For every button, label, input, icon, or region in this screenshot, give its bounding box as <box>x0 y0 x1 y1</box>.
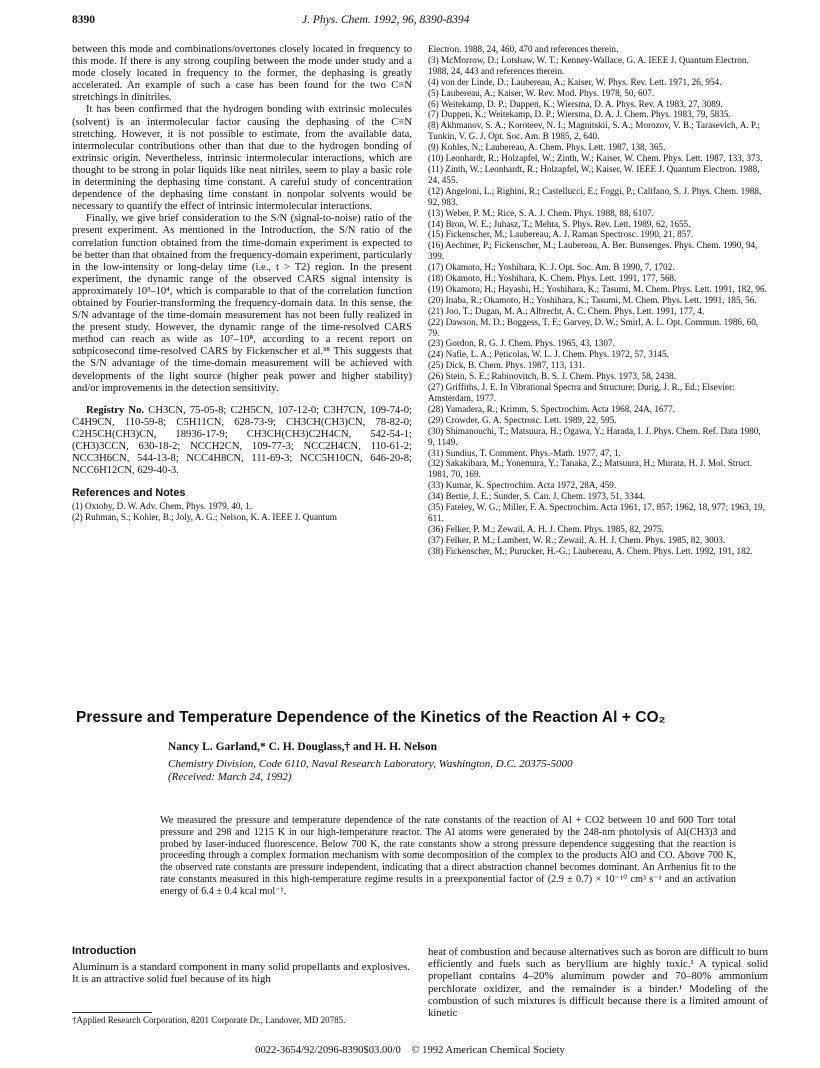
reference-list <box>72 501 412 523</box>
article-title: Pressure and Temperature Dependence of the Kinetics of the Reaction Al + CO₂ <box>76 709 666 726</box>
reference-item: (7) Duppen, K.; Weitekamp, D. P.; Wiersma, D. A. J. Chem. Phys. 1983, 79, 5835. <box>428 109 731 120</box>
affiliation-line: Chemistry Division, Code 6110, Naval Research Laboratory, Washington, D.C. 20375-5000 <box>168 758 573 770</box>
reference-item: (11) Zinth, W.; Leonhardt, R.; Holzapfel, W.; Kaiser, W. IEEE J. Quantum Electron. 1988, 24, 455. <box>428 163 760 185</box>
copyright: © 1992 American Chemical Society <box>411 1045 565 1056</box>
reference-item: (22) Dawson, M. D.; Boggess, T. F.; Garvey, D. W.; Smirl, A. L. Opt. Commun. 1986, 60, 79. <box>428 316 759 338</box>
introduction-left: Aluminum is a standard component in many solid propellants and explosives. It is an attractive solid fuel because of its high <box>72 961 410 986</box>
reference-item: (17) Okamoto, H.; Yoshihara, K. J. Opt. Soc. Am. B 1990, 7, 1702. <box>428 262 675 273</box>
abstract: We measured the pressure and temperature dependence of the rate constants of the reaction of Al + CO2 between 10 and 600 Torr total pressure and 298 and 1215 K in our high-temperature reactor. The Al atoms were generated by the 248-nm photolysis of Al(CH3)3 and probed by laser-induced fluorescence. Below 700 K, the rate constants show a strong pressure dependence suggesting that the reaction is proceeding through a complex formation mechanism with some decomposition of the complex to the products AlO and CO. Above 700 K, the observed rate constants are pressure independent, indicating that a direct abstraction channel becomes dominant. An Arrhenius fit to the rate constants measured in this high-temperature regime results in a preexponential factor of (2.9 ± 0.7) × 10⁻¹⁰ cm³ s⁻¹ and an activation energy of 6.4 ± 0.4 kcal mol⁻¹. <box>160 815 736 897</box>
footnote-rule <box>72 1012 152 1013</box>
registry-numbers <box>72 405 412 478</box>
article-authors: Nancy L. Garland,* C. H. Douglass,† and H. H. Nelson <box>168 741 438 753</box>
reference-item: (2) Ruhman, S.; Kohler, B.; Joly, A. G.; Nelson, K. A. IEEE J. Quantum <box>72 512 337 523</box>
journal-citation: J. Phys. Chem. 1992, 96, 8390-8394 <box>302 14 470 26</box>
reference-item: (25) Dick, B. Chem. Phys. 1987, 113, 131. <box>428 360 585 371</box>
references-heading: References and Notes <box>72 487 186 500</box>
reference-item: (14) Bron, W. E.; Juhasz, T.; Mehta, S. Phys. Rev. Lett. 1989, 62, 1655. <box>428 218 691 229</box>
reference-item: (30) Shimanouchi, T.; Matsuura, H.; Ogawa, Y.; Harada, I. J. Phys. Chem. Ref. Data 1980, 9, 1149. <box>428 425 761 447</box>
reference-item: (4) von der Linde, D.; Laubereau, A.; Kaiser, W. Phys. Rev. Lett. 1971, 26, 954. <box>428 76 722 87</box>
reference-item: (26) Stein, S. E.; Rabinovitch, B. S. J. Chem. Phys. 1973, 58, 2438. <box>428 371 677 382</box>
introduction-right: heat of combustion and because alternatives such as boron are difficult to burn efficiently and fuels such as beryllium are highly toxic.¹ A typical solid propellant contains 4–20% aluminum powder and 70–80% ammonium perchlorate oxidizer, and the remainder is a binder.¹ Modeling of the combustion of such mixtures is difficult because there is a limited amount of kinetic <box>428 946 768 1020</box>
left-column <box>72 44 412 523</box>
reference-item: Electron. 1988, 24, 460, 470 and references therein. <box>428 44 619 54</box>
reference-item: (5) Laubereau, A.; Kaiser, W. Rev. Mod. Phys. 1978, 50, 607. <box>428 87 655 98</box>
reference-item: (23) Gordon, R. G. J. Chem. Phys. 1965, 43, 1307. <box>428 338 615 349</box>
reference-item: (12) Angeloni, L.; Righini, R.; Castellucci, E.; Foggi, P.; Califano, S. J. Phys. Chem. 1988, 92, 983. <box>428 185 762 207</box>
footnote: †Applied Research Corporation, 8201 Corporate Dr., Landover, MD 20785. <box>72 1015 346 1025</box>
reference-item: (36) Felker, P. M.; Zewail, A. H. J. Chem. Phys. 1985, 82, 2975. <box>428 523 664 534</box>
reference-item: (37) Felker, P. M.; Lambert, W. R.; Zewail, A. H. J. Chem. Phys. 1985, 82, 3003. <box>428 534 726 545</box>
reference-item: (35) Fateley, W. G.; Miller, F. A. Spectrochim. Acta 1961, 17, 857; 1962, 18, 977; 1963, 19, 611. <box>428 502 765 523</box>
introduction-heading: Introduction <box>72 945 137 957</box>
paragraph: between this mode and combinations/overtones closely located in frequency to this mode. If there is any strong coupling between the mode under study and a mode closely located in frequency to the former, the dephasing is greatly accelerated. An example of such a case has been found for the two C≡N stretchings in dinitriles. <box>72 44 412 104</box>
reference-item: (33) Kumar, K. Spectrochim. Acta 1972, 28A, 459. <box>428 480 617 491</box>
reference-item: (19) Okamoto, H.; Hayashi, H.; Yoshihara, K.; Tasumi, M. Chem. Phys. Lett. 1991, 182, 96. <box>428 283 767 294</box>
reference-item: (6) Weitekamp, D. P.; Duppen, K.; Wiersma, D. A. Phys. Rev. A 1983, 27, 3089. <box>428 98 723 109</box>
article-code: 0022-3654/92/2096-8390$03.00/0 <box>255 1045 401 1056</box>
reference-item: (20) Inaba, R.; Okamoto, H.; Yoshihara, K.; Tasumi, M. Chem. Phys. Lett. 1991, 185, 56. <box>428 294 757 305</box>
reference-item: (10) Leonhardt, R.; Holzapfel, W.; Zinth, W.; Kaiser, W. Chem. Phys. Lett. 1987, 133, 373. <box>428 153 763 164</box>
registry-label: Registry No. <box>86 404 145 416</box>
reference-item: (34) Bertie, J. E.; Sunder, S. Can. J. Chem. 1973, 51, 3344. <box>428 491 646 502</box>
paragraph: It has been confirmed that the hydrogen bonding with extrinsic molecules (solvent) is an intermolecular factor causing the dephasing of the C≡N stretching. However, it is not possible to estimate, from the available data, intermolecular contributions other than that due to the hydrogen bonding of extrinsic origin. Nevertheless, intrinsic intermolecular interactions, which are thought to be strong in polar liquids like neat nitriles, seem to play a basic role in determining the dephasing time constant. A careful study of concentration dependence of the dephasing time constant in nonpolar solvents would be necessary to quantify the effect of intrinsic intermolecular interactions. <box>72 104 412 213</box>
reference-item: (28) Yamadera, R.; Krimm, S. Spectrochim. Acta 1968, 24A, 1677. <box>428 403 676 414</box>
running-header <box>72 14 750 32</box>
reference-item: (32) Sakakibara, M.; Yonemura, Y.; Tanaka, Z.; Matsuura, H.; Murata, H. J. Mol. Struct. 1981, 70, 169. <box>428 458 753 480</box>
reference-item: (27) Griffiths, J. E. In Vibrational Spectra and Structure; Durig, J. R., Ed.; Elsevier: Amsterdam, 1977. <box>428 382 735 403</box>
reference-item: (21) Joo, T.; Dugan, M. A.; Albrecht, A. C. Chem. Phys. Lett. 1991, 177, 4. <box>428 305 705 316</box>
reference-item: (16) Aechtner, P.; Fickenscher, M.; Laubereau, A. Ber. Bunsenges. Phys. Chem. 1990, 94, 399. <box>428 240 758 262</box>
registry-text: CH3CN, 75-05-8; C2H5CN, 107-12-0; C3H7CN, 109-74-0; C4H9CN, 110-59-8; C5H11CN, 628-73-9; CH3CH(CH3)CN, 78-82-0; C2H5CH(CH3)CN, 18936-17-9; CH3CH(CH3)C2H4CN, 542-54-1; (CH3)3CCN, 630-18-2; NCCH2CN, 109-77-3; NCC2H4CN, 110-61-2; NCC3H6CN, 544-13-8; NCC4H8CN, 111-69-3; NCC5H10CN, 646-20-8; NCC6H12CN, 629-40-3. <box>72 404 412 477</box>
reference-item: (9) Kohles, N.; Laubereau, A. Chem. Phys. Lett. 1987, 138, 365. <box>428 142 666 153</box>
received-date: (Received: March 24, 1992) <box>168 771 292 783</box>
page-footer <box>0 1045 820 1056</box>
reference-item: (3) McMorrow, D.; Lotshaw, W. T.; Kenney-Wallace, G. A. IEEE J. Quantum Electron. 1988, 24, 443 and references therein. <box>428 54 749 76</box>
reference-item: (38) Fickenscher, M.; Purucker, H.-G.; Laubereau, A. Chem. Phys. Lett. 1992, 191, 182. <box>428 545 753 556</box>
reference-item: (18) Okamoto, H.; Yoshihara, K. Chem. Phys. Lett. 1991, 177, 568. <box>428 273 677 284</box>
reference-item: (13) Weber, P. M.; Rice, S. A. J. Chem. Phys. 1988, 88, 6107. <box>428 207 654 218</box>
reference-item: (31) Sundius, T. Comment. Phys.-Math. 1977, 47, 1. <box>428 447 621 458</box>
reference-item: (15) Fickenscher, M.; Laubereau, A. J. Raman Spectrosc. 1990, 21, 857. <box>428 229 694 240</box>
right-column-references <box>428 44 768 557</box>
reference-item: (1) Oxtoby, D. W. Adv. Chem. Phys. 1979, 40, 1. <box>72 501 253 512</box>
reference-item: (8) Akhmanov, S. A.; Koroteev, N. I.; Magnitskii, S. A.; Morozov, V. B.; Tarasevich, A. P.; Tunkin, V. G. J. Opt. Soc. Am. B 1985, 2, 640. <box>428 120 760 142</box>
affiliation <box>168 758 572 784</box>
reference-item: (29) Crowder, G. A. Spectrosc. Lett. 1989, 22, 595. <box>428 414 617 425</box>
page-number: 8390 <box>72 14 95 26</box>
paragraph: Finally, we give brief consideration to the S/N (signal-to-noise) ratio of the present experiment. As mentioned in the Introduction, the S/N ratio of the correlation function obtained from the time-domain experiment is expected to be better than that obtained from the frequency-domain experiment, particularly in the low-intensity or long-delay time (i.e., t > T2) region. In the present experiment, the dynamic range of the observed CARS signal intensity is approximately 10³–10⁴, which is comparable to that of the correlation function obtained by Fourier-transforming the frequency-domain data. In this sense, the S/N advantage of the time-domain measurement has not been fully realized in the present study. However, the dynamic range of the time-resolved CARS method can reach as wide as 10⁷–10⁸, according to a recent report on subpicosecond time-resolved CARS by Fickenscher et al.³⁸ This suggests that the S/N advantage of the time-domain measurement will be achieved with developments of the light source (higher peak power and higher stability) and/or improvements in the detection sensitivity. <box>72 213 412 394</box>
reference-item: (24) Nafie, L. A.; Peticolas, W. L. J. Chem. Phys. 1972, 57, 3145. <box>428 349 669 360</box>
